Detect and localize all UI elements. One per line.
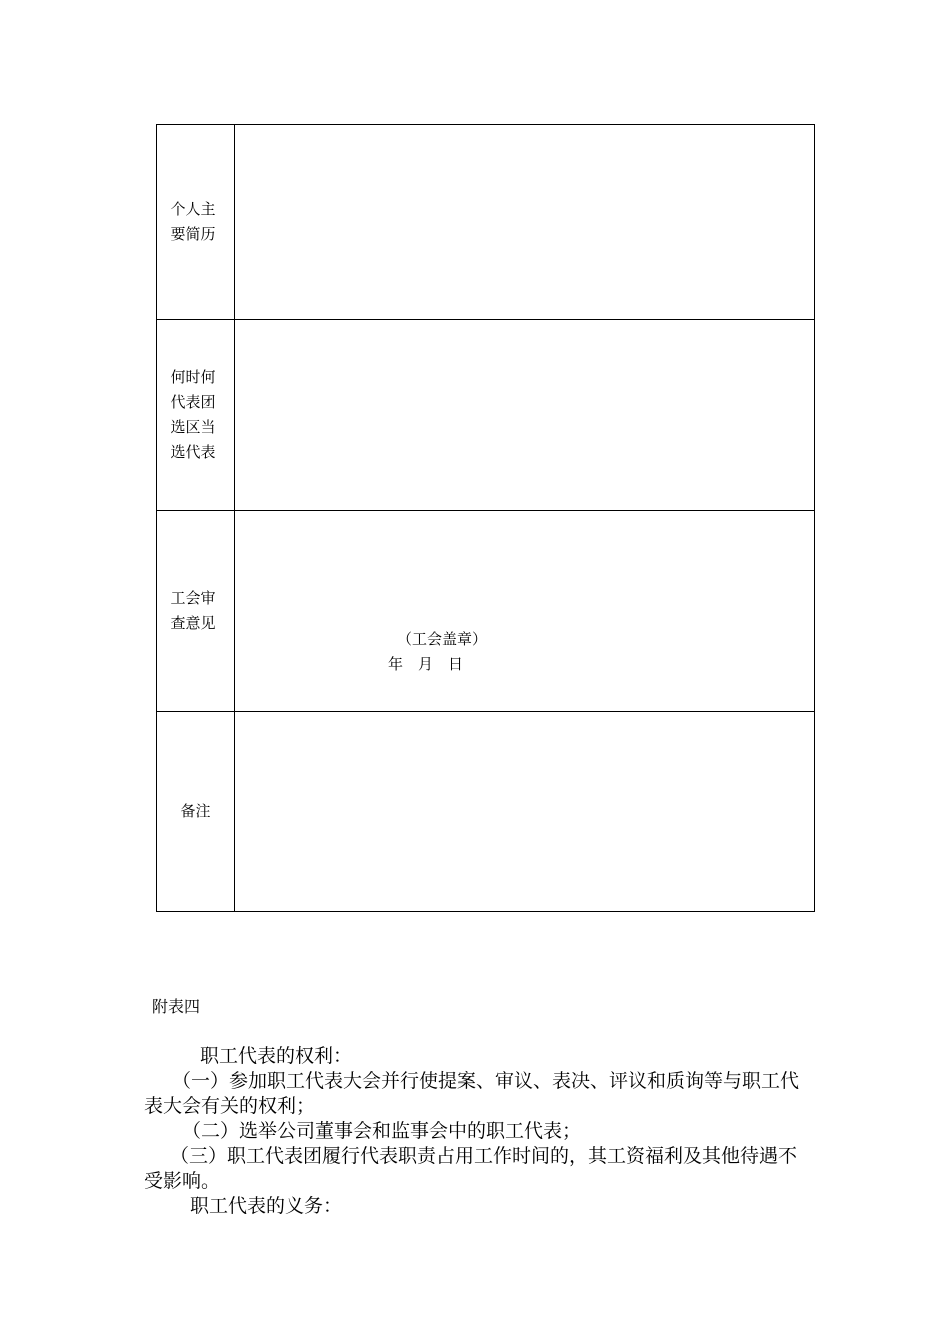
label-union-review: 工会审查意见 [170, 589, 216, 632]
label-resume: 个人主要简历 [170, 200, 216, 243]
right-item-3: （三）职工代表团履行代表职责占用工作时间的，其工资福利及其他待遇不受影响。 [144, 1145, 798, 1192]
form-row-union-review [157, 511, 815, 712]
label-cell-elected [157, 320, 235, 511]
duties-heading: 职工代表的义务： [190, 1195, 343, 1217]
content-cell-elected [235, 320, 815, 511]
appendix-body [144, 1044, 814, 1219]
right-item-2: （二）选举公司董事会和监事会中的职工代表； [182, 1120, 582, 1142]
form-row-resume [157, 125, 815, 320]
union-seal-text: （工会盖章） [397, 630, 488, 648]
union-date-text: 年 月 日 [388, 655, 464, 673]
label-notes: 备注 [180, 802, 211, 820]
content-cell-notes [235, 712, 815, 912]
content-cell-union-review [235, 511, 815, 712]
form-row-notes [157, 712, 815, 912]
label-cell-resume [157, 125, 235, 320]
label-elected: 何时何代表团选区当选代表 [170, 368, 216, 461]
rights-heading: 职工代表的权利： [200, 1045, 353, 1067]
form-row-elected [157, 320, 815, 511]
content-cell-resume [235, 125, 815, 320]
label-cell-union-review [157, 511, 235, 712]
appendix-title: 附表四 [152, 997, 201, 1016]
representative-form-table [156, 124, 815, 912]
right-item-1: （一）参加职工代表大会并行使提案、审议、表决、评议和质询等与职工代表大会有关的权利； [144, 1070, 800, 1117]
label-cell-notes [157, 712, 235, 912]
